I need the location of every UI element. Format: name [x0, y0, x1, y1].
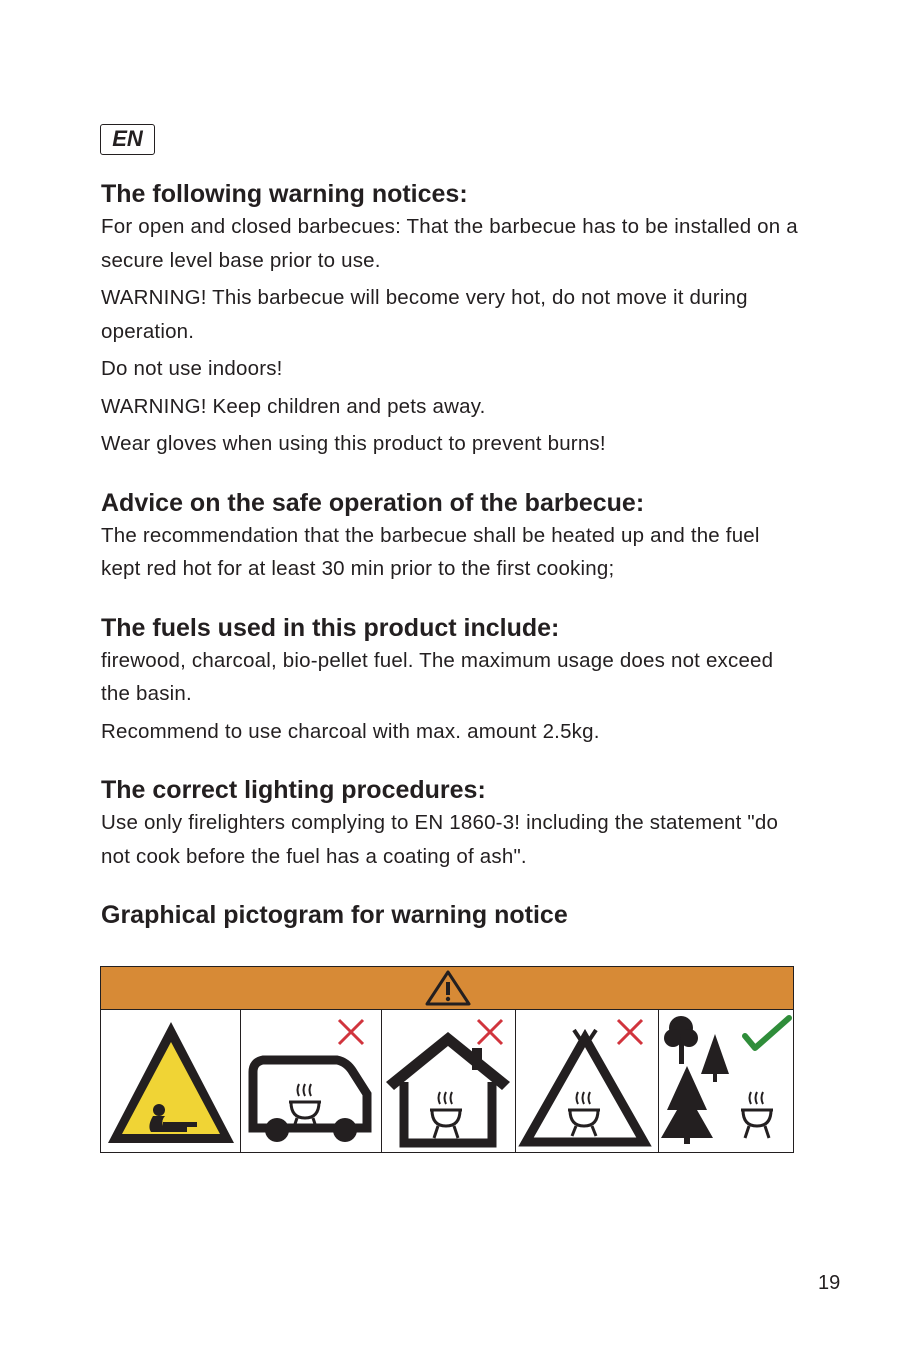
paragraph: Recommend to use charcoal with max. amount 2.5kg.: [101, 719, 600, 743]
pictogram-row: [101, 1010, 793, 1153]
section-heading: Advice on the safe operation of the barbecue:: [101, 488, 645, 517]
page-number: 19: [818, 1272, 841, 1294]
paragraph: Wear gloves when using this product to prevent burns!: [101, 432, 606, 455]
section-pictogram-title: [101, 899, 801, 931]
paragraph: The recommendation that the barbecue shall be heated up and the fuel kept red hot for at least 30 min prior to the first cooking;: [101, 523, 760, 580]
section-fuels: [101, 612, 801, 749]
pictogram-cell-co-hazard: [101, 1010, 241, 1153]
warning-pictogram-table: [100, 966, 794, 1153]
section-heading: The fuels used in this product include:: [101, 613, 560, 642]
tent-with-barbecue-icon: [516, 1010, 658, 1153]
manual-content: [101, 178, 801, 957]
paragraph: Do not use indoors!: [101, 357, 283, 380]
warning-triangle-icon: [425, 970, 471, 1006]
section-heading: The following warning notices:: [101, 180, 468, 208]
paragraph: WARNING! Keep children and pets away.: [101, 394, 486, 418]
section-lighting-procedures: [101, 774, 801, 873]
house-with-barbecue-icon: [382, 1010, 515, 1153]
pictogram-cell-vehicle: [241, 1010, 382, 1153]
outdoors-with-barbecue-icon: [659, 1010, 792, 1153]
paragraph: For open and closed barbecues: That the barbecue has to be installed on a secure level base prior to use.: [101, 215, 798, 272]
section-warning-notices: [101, 178, 801, 461]
language-badge: EN: [100, 124, 155, 155]
section-safe-operation: [101, 487, 801, 586]
pictogram-cell-tent: [516, 1010, 659, 1153]
pictogram-cell-house: [382, 1010, 516, 1153]
paragraph: firewood, charcoal, bio-pellet fuel. The maximum usage does not exceed the basin.: [101, 648, 774, 705]
section-heading: The correct lighting procedures:: [101, 776, 486, 804]
pictogram-cell-outdoors: [659, 1010, 793, 1153]
pictogram-header: [101, 967, 793, 1010]
paragraph: WARNING! This barbecue will become very hot, do not move it during operation.: [101, 286, 748, 343]
vehicle-with-barbecue-icon: [241, 1010, 381, 1153]
section-heading: Graphical pictogram for warning notice: [101, 901, 568, 929]
carbon-monoxide-hazard-icon: [101, 1010, 240, 1153]
paragraph: Use only firelighters complying to EN 1860-3! including the statement "do not cook before the fuel has a coating of ash".: [101, 811, 779, 868]
